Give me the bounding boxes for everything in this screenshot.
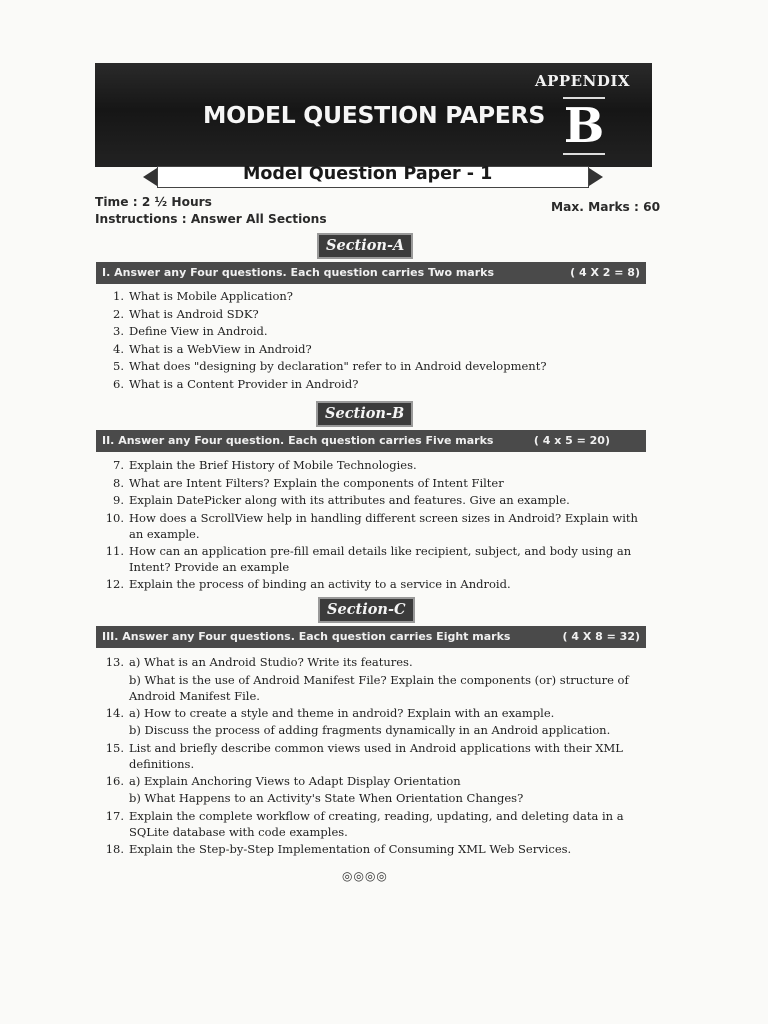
question-text: How can an application pre-fill email details like recipient, subject, and body using an Intent? Provide an example xyxy=(129,543,632,574)
question-item xyxy=(100,672,648,705)
section-c-instruction: III. Answer any Four questions. Each question carries Eight marks xyxy=(102,630,511,643)
question-item xyxy=(100,475,648,493)
paper-title: Model Question Paper - 1 xyxy=(243,164,493,184)
question-item xyxy=(100,654,648,672)
question-item xyxy=(100,740,648,773)
question-item xyxy=(100,306,648,324)
question-item xyxy=(100,288,648,306)
end-of-paper-mark: ◎◎◎◎ xyxy=(342,869,388,883)
question-item xyxy=(100,376,648,394)
question-item xyxy=(100,492,648,510)
question-number: 10. xyxy=(105,510,124,525)
question-number: 18. xyxy=(105,841,124,856)
section-c-questions xyxy=(100,654,648,858)
question-number: 15. xyxy=(105,740,124,755)
question-text: What is a Content Provider in Android? xyxy=(129,376,359,391)
question-number: 16. xyxy=(105,773,124,788)
section-a-instruction: I. Answer any Four questions. Each question carries Two marks xyxy=(102,266,495,279)
question-item xyxy=(100,341,648,359)
section-a-questions xyxy=(100,288,648,393)
question-text: What is a WebView in Android? xyxy=(129,341,312,356)
question-item xyxy=(100,705,648,723)
section-a-badge: Section-A xyxy=(317,233,413,259)
question-text: Explain the process of binding an activity to a service in Android. xyxy=(129,576,511,591)
section-c-marks: ( 4 X 8 = 32) xyxy=(562,630,640,643)
question-text: b) What Happens to an Activity's State When Orientation Changes? xyxy=(129,791,524,805)
header-banner xyxy=(95,63,652,167)
question-text: a) Explain Anchoring Views to Adapt Display Orientation xyxy=(129,773,461,788)
section-b-badge: Section-B xyxy=(316,401,413,427)
question-text: Explain the Step-by-Step Implementation of Consuming XML Web Services. xyxy=(129,841,572,856)
question-text: Explain DatePicker along with its attributes and features. Give an example. xyxy=(129,493,570,507)
section-c-badge: Section-C xyxy=(318,597,415,623)
page-title: MODEL QUESTION PAPERS xyxy=(203,101,545,129)
section-b-instruction: II. Answer any Four question. Each question carries Five marks xyxy=(102,434,494,447)
right-arrow-icon xyxy=(589,168,603,186)
question-item xyxy=(100,722,648,740)
max-marks-label: Max. Marks : 60 xyxy=(551,200,661,214)
section-a-marks: ( 4 X 2 = 8) xyxy=(570,266,640,279)
appendix-letter: B xyxy=(563,98,605,154)
question-text: b) What is the use of Android Manifest File? Explain the components (or) structure of Android Manifest File. xyxy=(129,672,629,703)
question-text: What is Mobile Application? xyxy=(129,289,293,303)
question-text: What does "designing by declaration" refer to in Android development? xyxy=(129,359,547,373)
question-number: 3. xyxy=(113,324,124,338)
question-item xyxy=(100,323,648,341)
question-text: Explain the Brief History of Mobile Technologies. xyxy=(129,458,417,472)
question-item xyxy=(100,808,648,841)
question-number: 14. xyxy=(105,705,124,720)
left-arrow-icon xyxy=(143,168,157,186)
question-item xyxy=(100,358,648,376)
question-text: b) Discuss the process of adding fragments dynamically in an Android application. xyxy=(129,723,611,737)
question-text: How does a ScrollView help in handling different screen sizes in Android? Explain with an example. xyxy=(129,510,638,541)
paper-title-strip xyxy=(143,166,603,190)
question-text: a) What is an Android Studio? Write its features. xyxy=(129,655,413,669)
section-b-bar xyxy=(96,430,646,452)
question-text: What is Android SDK? xyxy=(129,306,259,321)
question-item xyxy=(100,790,648,808)
question-text: a) How to create a style and theme in android? Explain with an example. xyxy=(129,705,555,720)
question-item xyxy=(100,510,648,543)
question-text: What are Intent Filters? Explain the components of Intent Filter xyxy=(129,475,504,490)
instructions-label: Instructions : Answer All Sections xyxy=(95,212,327,226)
question-number: 2. xyxy=(113,306,124,321)
section-c-bar xyxy=(96,626,646,648)
question-text: Define View in Android. xyxy=(129,324,268,338)
question-item xyxy=(100,457,648,475)
question-number: 8. xyxy=(113,475,124,490)
question-text: List and briefly describe common views used in Android applications with their XML definitions. xyxy=(129,740,623,771)
appendix-label: APPENDIX xyxy=(534,72,630,90)
question-number: 11. xyxy=(105,543,124,558)
section-a-bar xyxy=(96,262,646,284)
question-number: 4. xyxy=(113,341,124,356)
question-text: Explain the complete workflow of creating, reading, updating, and deleting data in a SQLite database with code examples. xyxy=(129,808,624,839)
question-item xyxy=(100,773,648,791)
section-b-marks: ( 4 x 5 = 20) xyxy=(533,434,610,447)
question-number: 9. xyxy=(113,493,124,507)
question-number: 1. xyxy=(113,289,124,303)
time-label: Time : 2 ½ Hours xyxy=(95,195,212,209)
question-item xyxy=(100,543,648,576)
question-number: 5. xyxy=(113,359,124,373)
question-number: 12. xyxy=(105,576,124,591)
question-number: 13. xyxy=(105,655,124,669)
question-number: 6. xyxy=(113,376,124,391)
question-number: 7. xyxy=(113,458,124,472)
question-item xyxy=(100,576,648,594)
question-item xyxy=(100,841,648,859)
section-b-questions xyxy=(100,457,648,593)
question-number: 17. xyxy=(105,808,124,823)
